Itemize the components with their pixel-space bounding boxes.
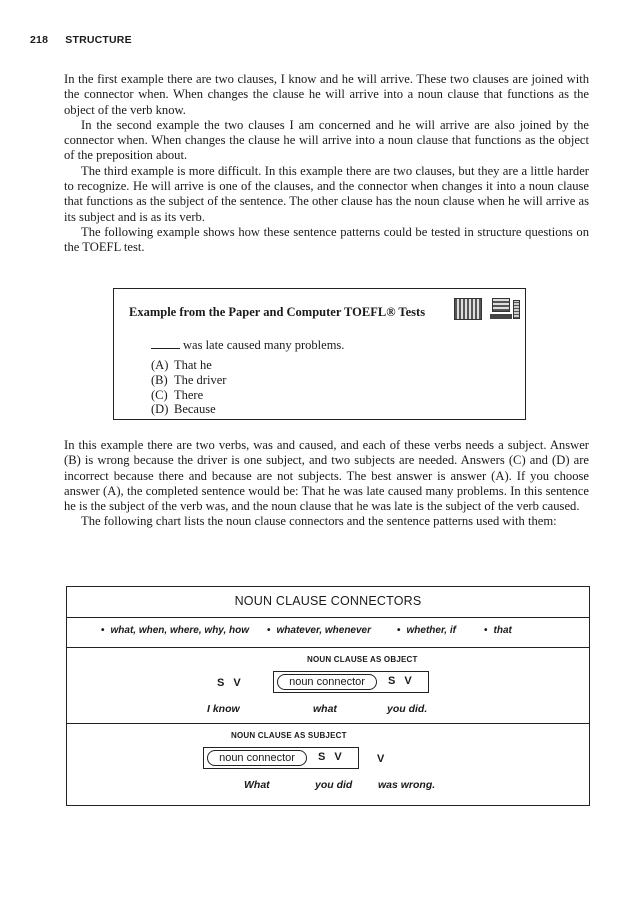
choice-b[interactable]: (B) The driver xyxy=(151,372,227,387)
noun-clause-chart xyxy=(66,586,590,806)
noun-clause-box xyxy=(203,747,359,769)
computer-icon xyxy=(490,298,520,320)
page-number: 218 xyxy=(30,34,49,46)
chart-title: NOUN CLAUSE CONNECTORS xyxy=(234,594,422,608)
example-word: what xyxy=(313,703,337,715)
example-title: Example from the Paper and Computer TOEFL® Tests xyxy=(129,305,426,319)
noun-clause-box xyxy=(273,671,429,693)
example-word: was wrong. xyxy=(378,779,436,791)
main-v: V xyxy=(377,753,388,765)
paragraph: In this example there are two verbs, was and caused, and each of these verbs needs a subject. Answer (B) is wrong because the driver is one subject, and two subjects are needed. Answers (C) and (D) are incorrect because there and because are not subjects. The best answer is answer (A). If you choose answer (A), the completed sentence would be: That he was late caused many problems. In this sentence he is the subject of the verb was, and the noun clause that he was late is the subject of the verb caused. xyxy=(64,438,589,514)
paragraph: The following chart lists the noun clause connectors and the sentence patterns used with them: xyxy=(81,514,557,529)
example-box xyxy=(113,288,526,420)
choice-a[interactable]: (A) That he xyxy=(151,358,212,372)
clause-sv: S V xyxy=(388,675,415,687)
example-word: you did. xyxy=(387,703,428,715)
paragraph: In the first example there are two clauses, I know and he will arrive. These two clauses are joined with the connector when. When changes the clause he will arrive into a noun clause that functions as the object of the verb know. xyxy=(64,72,589,117)
connector-group: • whatever, whenever xyxy=(267,625,371,636)
connector-group: • what, when, where, why, how xyxy=(101,625,249,636)
clause-sv: S V xyxy=(318,751,345,763)
body-text-top xyxy=(64,72,589,256)
body-text-bottom xyxy=(64,438,589,530)
paragraph: In the second example the two clauses I am concerned and he will arrive are also joined by the connector when. When changes the clause he will arrive into a noun clause that functions as the object of the preposition about. xyxy=(64,117,589,163)
noun-connector-pill: noun connector xyxy=(277,674,377,690)
divider xyxy=(67,723,589,724)
choice-list xyxy=(151,358,226,417)
answer-blank xyxy=(151,348,180,349)
paragraph: The third example is more difficult. In this example there are two clauses, but they are a little harder to recognize. He will arrive is one of the clauses, and the connector when changes it into a noun clause that functions as the subject of the sentence. The other clause has the noun clause when he will arrive as its subject and is as its verb. xyxy=(64,163,589,224)
choice-d[interactable]: (D) Because xyxy=(151,402,216,417)
example-word: I know xyxy=(207,703,240,715)
connector-row xyxy=(67,625,589,645)
main-sv: S V xyxy=(217,677,244,689)
connector-group: • whether, if xyxy=(397,625,456,636)
page-header xyxy=(30,34,132,46)
example-icons xyxy=(454,298,520,320)
example-word: What xyxy=(244,779,270,791)
stem-text: was late caused many problems. xyxy=(183,338,345,352)
section-title: STRUCTURE xyxy=(65,34,132,46)
book-icon xyxy=(454,298,482,320)
noun-connector-pill: noun connector xyxy=(207,750,307,766)
connector-group: • that xyxy=(484,625,512,636)
example-word: you did xyxy=(315,779,353,791)
subject-section-label: NOUN CLAUSE AS SUBJECT xyxy=(231,731,347,740)
divider xyxy=(67,617,589,618)
object-section-label: NOUN CLAUSE AS OBJECT xyxy=(307,655,418,664)
example-stem xyxy=(151,338,344,353)
paragraph: The following example shows how these sentence patterns could be tested in structure questions on the TOEFL test. xyxy=(64,224,589,255)
choice-c[interactable]: (C) There xyxy=(151,387,204,402)
divider xyxy=(67,647,589,648)
